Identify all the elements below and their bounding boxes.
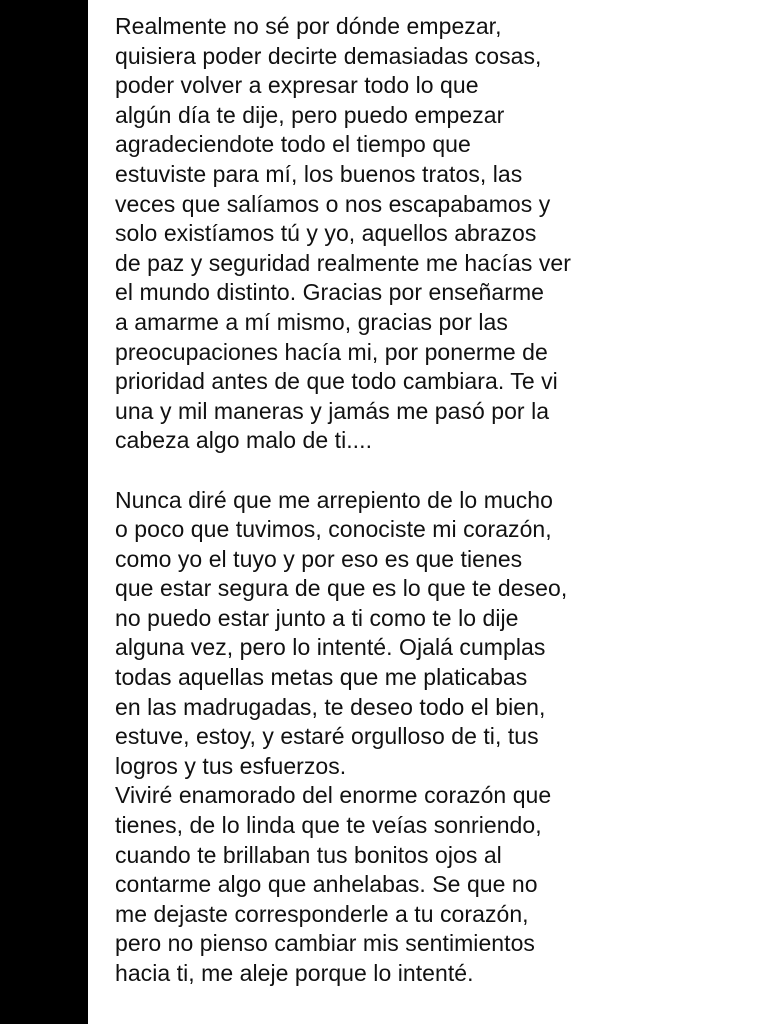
text-line: como yo el tuyo y por eso es que tienes: [115, 545, 523, 572]
text-line: cabeza algo malo de ti....: [115, 427, 373, 454]
text-line: cuando te brillaban tus bonitos ojos al: [115, 841, 502, 868]
text-line: Nunca diré que me arrepiento de lo mucho: [115, 486, 553, 513]
text-line: agradeciendote todo el tiempo que: [115, 131, 471, 158]
letter-text: [115, 12, 675, 989]
text-line: prioridad antes de que todo cambiara. Te vi: [115, 368, 558, 395]
text-line: Realmente no sé por dónde empezar,: [115, 13, 502, 39]
text-line: tienes, de lo linda que te veías sonriendo,: [115, 812, 542, 839]
text-line: poder volver a expresar todo lo que: [115, 72, 479, 99]
text-line: en las madrugadas, te deseo todo el bien,: [115, 693, 546, 720]
text-line: solo existíamos tú y yo, aquellos abrazos: [115, 220, 537, 247]
paragraph-gap: [115, 456, 675, 486]
text-line: quisiera poder decirte demasiadas cosas,: [115, 42, 542, 69]
text-line: no puedo estar junto a ti como te lo dije: [115, 604, 519, 631]
text-line: estuve, estoy, y estaré orgulloso de ti, tus: [115, 723, 539, 750]
text-line: logros y tus esfuerzos.: [115, 752, 347, 779]
text-line: o poco que tuvimos, conociste mi corazón,: [115, 516, 552, 543]
paragraph-3: [115, 781, 675, 988]
text-line: hacia ti, me aleje porque lo intenté.: [115, 960, 474, 986]
text-line: contarme algo que anhelabas. Se que no: [115, 871, 538, 898]
paragraph-1: [115, 12, 675, 456]
text-line: a amarme a mí mismo, gracias por las: [115, 308, 508, 335]
text-line: alguna vez, pero lo intenté. Ojalá cumplas: [115, 634, 546, 661]
paragraph-2: [115, 486, 675, 782]
text-line: todas aquellas metas que me platicabas: [115, 664, 528, 691]
text-line: estuviste para mí, los buenos tratos, las: [115, 160, 523, 187]
text-line: de paz y seguridad realmente me hacías ver: [115, 249, 571, 276]
text-line: una y mil maneras y jamás me pasó por la: [115, 397, 550, 424]
text-line: que estar segura de que es lo que te deseo,: [115, 575, 568, 602]
text-line: preocupaciones hacía mi, por ponerme de: [115, 338, 548, 365]
text-line: me dejaste corresponderle a tu corazón,: [115, 900, 529, 927]
text-line: Viviré enamorado del enorme corazón que: [115, 782, 552, 809]
text-line: el mundo distinto. Gracias por enseñarme: [115, 279, 544, 306]
text-line: veces que salíamos o nos escapabamos y: [115, 190, 551, 217]
text-line: pero no pienso cambiar mis sentimientos: [115, 930, 535, 957]
text-line: algún día te dije, pero puedo empezar: [115, 101, 505, 128]
